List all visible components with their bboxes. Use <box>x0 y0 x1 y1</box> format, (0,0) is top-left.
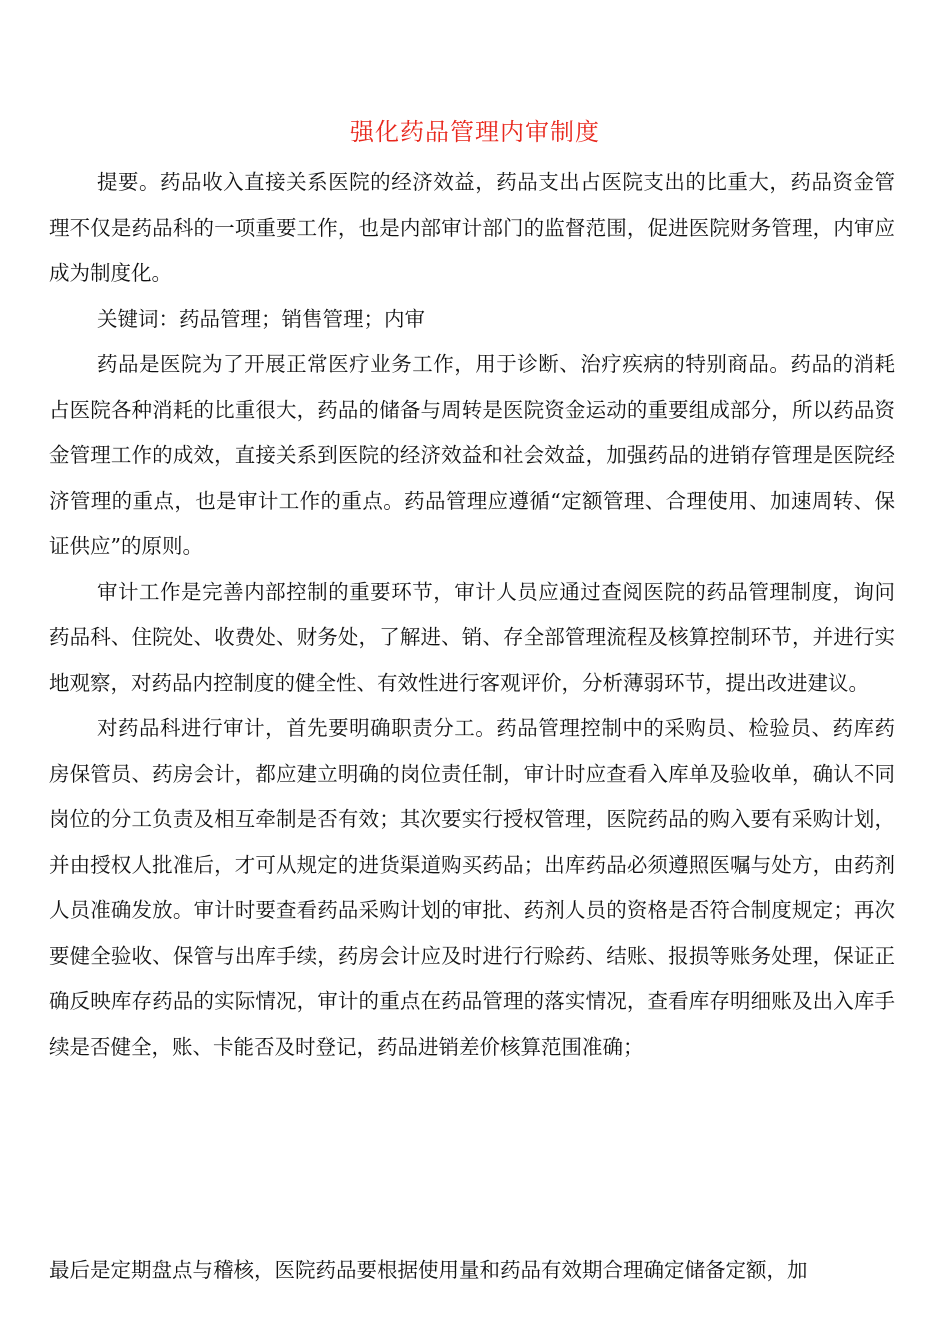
document-body <box>49 160 895 1070</box>
continued-paragraph: 最后是定期盘点与稽核，医院药品要根据使用量和药品有效期合理确定储备定额，加 <box>49 1258 808 1282</box>
body-paragraph: 对药品科进行审计，首先要明确职责分工。药品管理控制中的采购员、检验员、药库药房保管员、药房会计，都应建立明确的岗位责任制，审计时应查看入库单及验收单，确认不同岗位的分工负责及相互牵制是否有效；其次要实行授权管理，医院药品的购入要有采购计划，并由授权人批准后，才可从规定的进货渠道购买药品；出库药品必须遵照医嘱与处方，由药剂人员准确发放。审计时要查看药品采购计划的审批、药剂人员的资格是否符合制度规定；再次要健全验收、保管与出库手续，药房会计应及时进行行赊药、结账、报损等账务处理，保证正确反映库存药品的实际情况，审计的重点在药品管理的落实情况，查看库存明细账及出入库手续是否健全，账、卡能否及时登记，药品进销差价核算范围准确； <box>49 716 895 1059</box>
keywords-paragraph: 关键词：药品管理；销售管理；内审 <box>97 306 425 331</box>
body-paragraph: 药品是医院为了开展正常医疗业务工作，用于诊断、治疗疾病的特别商品。药品的消耗占医院各种消耗的比重很大，药品的储备与周转是医院资金运动的重要组成部分，所以药品资金管理工作的成效，直接关系到医院的经济效益和社会效益，加强药品的进销存管理是医院经济管理的重点，也是审计工作的重点。药品管理应遵循“定额管理、合理使用、加速周转、保证供应”的原则。 <box>49 352 895 558</box>
document-title: 强化药品管理内审制度 <box>350 118 600 146</box>
body-paragraph: 审计工作是完善内部控制的重要环节，审计人员应通过查阅医院的药品管理制度，询问药品科、住院处、收费处、财务处，了解进、销、存全部管理流程及核算控制环节，并进行实地观察，对药品内控制度的健全性、有效性进行客观评价，分析薄弱环节，提出改进建议。 <box>49 579 895 695</box>
abstract-paragraph: 提要。药品收入直接关系医院的经济效益，药品支出占医院支出的比重大，药品资金管理不仅是药品科的一项重要工作，也是内部审计部门的监督范围，促进医院财务管理，内审应成为制度化。 <box>49 170 895 285</box>
